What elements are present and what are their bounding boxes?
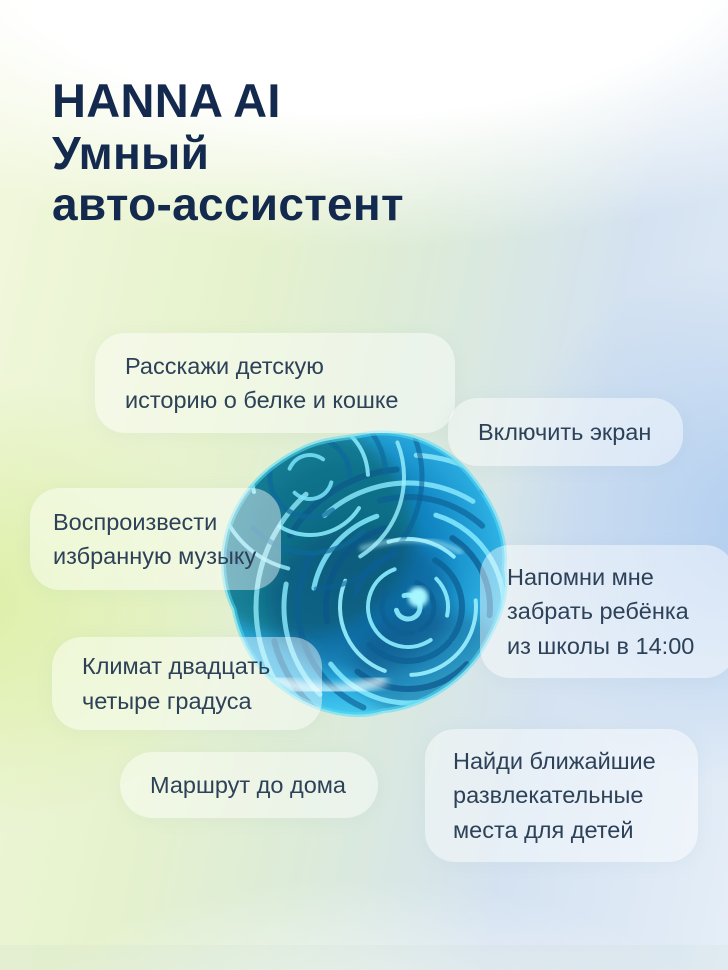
bubble-line: избранную музыку	[53, 543, 257, 569]
bubble-line: Маршрут до дома	[150, 771, 346, 798]
bubble-line: Воспроизвести	[53, 508, 218, 535]
suggestion-bubble-climate	[52, 637, 322, 730]
bubble-line: четыре градуса	[82, 687, 252, 714]
bubble-line: Найди ближайшие	[453, 747, 656, 774]
bubble-line: историю о белке и кошке	[125, 387, 399, 413]
subtitle-line-2: авто-ассистент	[52, 178, 404, 230]
suggestion-bubble-places	[425, 729, 698, 862]
bubble-line: Расскажи детскую	[125, 352, 324, 379]
bubble-line: из школы в 14:00	[507, 632, 695, 659]
suggestion-bubble-screen	[448, 398, 683, 466]
bubble-line: забрать ребёнка	[507, 598, 689, 625]
bubble-line: Включить экран	[478, 418, 652, 445]
suggestion-bubble-story	[95, 333, 455, 433]
bubble-line: Напомни мне	[507, 563, 654, 590]
suggestion-bubble-reminder	[480, 545, 728, 678]
bubble-line: развлекательные	[453, 782, 644, 809]
suggestion-bubble-music	[30, 488, 281, 590]
subtitle-line-1: Умный	[52, 127, 210, 179]
bottom-seam-band	[0, 945, 728, 970]
suggestion-bubble-route	[120, 752, 378, 818]
brand-name: HANNA AI	[52, 74, 281, 127]
bubble-line: Климат двадцать	[82, 653, 271, 679]
page-title	[52, 74, 404, 230]
bubble-line: места для детей	[453, 816, 634, 843]
